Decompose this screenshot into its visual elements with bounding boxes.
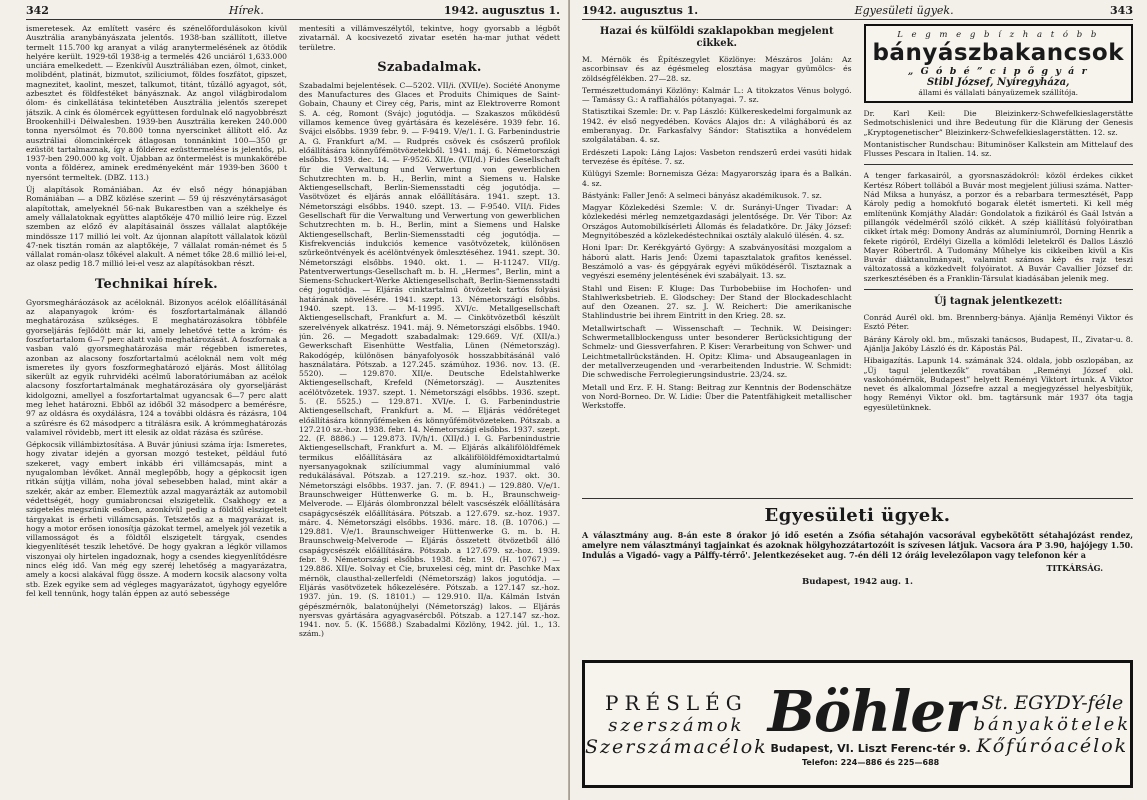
paragraph: Új alapítások Romániában. Az év első négy hónapjában Romániában — a DBZ közlése szerint — 59 új részvénytársaságot alapítottak, amelyeknél 56-nak Bukarestben van a székhelye és amely vállalatoknak együttes alaptőkéje 470 millió leire rúg. Ezzel szemben az előző év alapításainál összes vállalat alaptőkéje mindössze 117 millió lei volt. Az újonnan alapított vállalatok közül 47-nek tisztán román az alaptőkéje, 7 vállalat román-német és 5 vállalat román-olasz tőkével alakult. A német tőke 28.6 millió lei-el, az olasz pedig 18.7 millió lei-el vesz az alapításokban részt. xyxy=(26,185,287,269)
paragraph: Természettudományi Közlöny: Kalmár L.: A titokzatos Vénus bolygó. — Tamássy G.: A raffiahálós pótanyagai. 7. sz. xyxy=(582,85,852,105)
paragraph: Magyar Közlekedési Szemle: V. dr. Surányi-Unger Tivadar: A közlekedési mérleg nemzetgazdasági jelentősége. Dr. Vér Tibor: Az Országos Automobilkísérleti Állomás és feladatköre. Dr. Jáky József: Megnyitóbeszéd a közlekedéstechnikai osztály alakuló ülésén. 4. sz. xyxy=(582,203,852,241)
paragraph: M. Mérnök és Építészegylet Közlönye: Mészáros Jolán: Az ascorbinsav és az égésmeleg elosztása magyar gyümölcs- és zöldségfélékben. 27—28. sz. xyxy=(582,55,852,83)
left-running-head xyxy=(26,4,560,20)
paragraph: Conrád Aurél okl. bm. Brennberg-bánya. Ajánlja Reményi Viktor és Esztó Péter. xyxy=(863,313,1133,332)
paragraph: Dr. Karl Keil: Die Bleizinkerz-Schwefelkieslagerstätte Sedmotschislenici und ihre Bedeutung für die Klärung der Genesis „Kryptogenetischer” Bleizinkerz-Schwefelkieslagerstätten. 12. sz. xyxy=(863,109,1133,137)
ad-headline: bányászbakancsok xyxy=(872,40,1125,66)
paragraph: Honi Ipar: Dr. Kerékgyártó György: A szabványosítási mozgalom a háború alatt. Haris Jenő: Üzemi tapasztalatok grafitos kenéssel. Beszámoló a vas- és gépgyárak egyévi működéséről. Tisztaznak a vegyészi esemény jelentésének évi szabályait. 13. sz. xyxy=(582,243,852,281)
paragraph: Külügyi Szemle: Bornemisza Géza: Magyarország ipara és a Balkán. 4. sz. xyxy=(582,169,852,188)
paragraph: Hibaigazítás. Lapunk 14. számának 324. oldala, jobb oszlopában, az „Új tagul jelentkezők” rovatában „Reményi József okl. vaskohómérnök, Budapest” helyett Reményi Viktort írtunk. A Viktor nevet és alkalommal Józsefre azzal a megjegyzéssel helyesbítjük, hogy Reményi Viktor okl. bm. tagtársunk már 1937 óta tagja egyesületünknek. xyxy=(863,356,1133,412)
paragraph: ismeretesek. Az említett vasérc és szénelőfordulásokon kívül Ausztrália aranybányászata jelentős. 1938-ban szállított, illetve termelt 115.700 kg aranyat a világ aranytermelésének az ötödik helyére került. 1929-től 1938-ig a termelés 426 unciáról 1,633.000 unciára emelkedett. — Ezenkívül Ausztráliában ezen, ólmot, cinket, molibdént, platinát, bizmutot, sziliciumot, földes foszfátot, gipszet, magnezitet, kaolint, meszet, talkumot, titánt, tűzálló agyagot, sót, azbesztet és földfestéket bányásznak. Az angol világbirodalom ólom- és cinkellátása tekintetében Ausztrália jelentős szerepet játszik. A cink és ólomércek együttesen fordulnak elő nagyobbrészt Brookenhill-i Délwalesben. 1939-ben Ausztrália kereken 240.000 tonna nyersólmot és 70.800 tonna nyerscinket állított elő. Az ausztráliai ólomcinkércek átlagosan tonnánkint 100—350 gr ezüstöt tartalmaznak, így a földérez ezüsttermelése is jelentős, pl. 1937-ben 290.000 kg volt. Újabban az öntermelést is munkakörébe vonta a földérez, aminek eredményeként már 1939-ben 3600 t nyersónt termeltek. (DBZ. 113.) xyxy=(26,24,287,182)
section-heading-szaklapok: Hazai és külföldi szaklapokban megjelent cikkek. xyxy=(599,26,834,49)
ad-subline: állami és vállalati bányaüzemek szállítója. xyxy=(918,88,1079,97)
right-page-number: 343 xyxy=(1110,4,1133,17)
ad-tagline: L e g m e g b í z h a t ó b b xyxy=(897,30,1100,40)
paragraph: Bárány Károly okl. bm., műszaki tanácsos, Budapest, II., Zivatar-u. 8. Ajánlja Jakóby László és dr. Kápostás Pál. xyxy=(863,334,1133,353)
right-columns xyxy=(582,24,1133,492)
section-heading-uj-tagok: Új tagnak jelentkezett: xyxy=(934,296,1063,308)
divider xyxy=(582,498,1133,499)
paragraph: Montanistischer Rundschau: Bituminöser Kalkstein am Mittelauf des Flusses Pescara in Italien. 14. sz. xyxy=(863,139,1133,159)
bohler-advertisement xyxy=(582,660,1133,788)
association-notice xyxy=(582,530,1133,587)
left-page xyxy=(0,0,570,800)
ad-right-block xyxy=(974,692,1132,757)
paragraph: A tenger farkasairól, a gyorsnaszádokról: közöl érdekes cikket Kertész Róbert tollából a Buvár most megjelent júliusi száma. Natter-Nád Miksa a hunyász, a porzor és a rebarbara termesztését, Papp Károly pedig a homokfutó bogarak életét ismerteti. Ki kell még említenünk Komjáthy Aladár: Gondolatok a fizikáról és Gaál István a pillangók védelméről szóló cikkét. A szép kiállítású folyóiratban cikket írtak még: Domony András az alumíniumról, Dorning Henrik a fekete rigóról, Erdélyi Gizella a kömlődi leletekről és Dallos László Mayer Róbertről. A Tudomány Műhelye kis cikkeiben kivül a Kis Buvár diáktanulmányait, valamint számos kép és rajz teszi változatossá a közkedvelt folyóiratot. A Buvár Cavallier József dr. szerkesztésében és a Franklin-Társulat kiadásában jelenik meg. xyxy=(863,171,1133,283)
right-page xyxy=(570,0,1147,800)
ad-phone: Telefon: 224—886 és 225—688 xyxy=(802,757,940,767)
left-columns xyxy=(26,24,560,642)
ad-left-line: Szerszámacélok xyxy=(585,735,768,758)
left-column-2 xyxy=(299,24,560,642)
section-heading-technikai-hirek: Technikai hírek. xyxy=(95,276,218,292)
paragraph: Bástyánk: Faller Jenő: A selmeci bányász akadémikusok. 7. sz. xyxy=(582,190,822,200)
divider xyxy=(864,164,1134,165)
right-column-2 xyxy=(864,24,1134,492)
paragraph: Stahl und Eisen: F. Kluge: Das Turbobebiise im Hochofen- und Stahlwerksbetrieb. E. Glodschey: Der Stand der Blockadeschlacht auf den Ozeanen. 27. sz. J. W. Reichert: Die amerikanische Stahlindustrie bei ihrem Eintritt in den Krieg. 28. sz. xyxy=(582,283,852,321)
right-running-head xyxy=(582,4,1133,20)
left-column-1 xyxy=(26,24,287,642)
ad-right-line: bányakötelek xyxy=(973,713,1132,735)
right-running-date: 1942. augusztus 1. xyxy=(582,4,699,17)
ad-left-line: szerszámok xyxy=(608,714,745,736)
section-heading-egyesuleti-ugyek: Egyesületi ügyek. xyxy=(764,505,951,526)
ad-center-block xyxy=(767,678,974,767)
notice-signature: TITKÁRSÁG. xyxy=(1046,563,1103,573)
paragraph: Gyorsmegháráozások az acéloknál. Bizonyos acélok előállításánál az alapanyagok króm- és foszfortartalmának állandó meghatározása szükséges. E meghatározásokra többféle gyorseljárás fejlődött már ki, amely lehetővé tette a króm- és foszfortartalom 6—7 perc alatt való meghatározását. A foszfornak a vasban való gyorsmeghatározása már régebben ismeretes, azonban az alacsony foszfortartalmú acéloknál nem volt még ismeretes ily gyors foszformeghatározó eljárás. Most állítólag sikerült az egyik ruhrvidéki acélmű laboratóriumában az acélok alacsony foszfortartalmának meghatározására oly gyorseljárást kidolgozni, amellyel a foszfortartalmat ugyancsak 6—7 perc alatt meg lehet határozni. Ebből az időből 32 másodperc a bemérésre, 97 az oldásra és oxydálásra, 124 a további oldásra és rázásra, 104 a szűrésre és 62 másodperc a titrálásra esik. A krómmeghatározás valamivel rövidebb, mert itt elesik az oldat rázása és szűrése. xyxy=(26,297,287,437)
left-page-number: 342 xyxy=(26,4,49,17)
bakancs-advertisement xyxy=(864,24,1134,103)
paragraph: Gépkocsik villámbiztosítása. A Buvár júniusi száma írja: Ismeretes, hogy zivatar idején a gyorsan mozgó testeket, például futó szekeret, vagy embert inkább éri villámcsapás, mint a nyugalomban lévőket. Annál meglepőbb, hogy a gépkocsit igen ritkán sújtja villám, noha jóval sebesebben halad, mint akár a szekér, akár az ember. Elemeztük azzal magyarázták az automobil védettségét, hogy gumiabroncsai elszigetelik. Csakhogy ez a szigetelés megszűnik esőben, azonkívül pedig a földtől elszigetelt tárgyakat is érheti villámcsapás. Tetszetős az a magyarázat is, hogy a motor erősen ionosítja gázokat termel, amelyek jól vezetik a villamosságot és a földtől elszigetelt tárgyak, csendes kiegyenlítését teszik lehetővé. De hogy gyakran a légkör villamos viszonyai oly hirtelen ingadoznak, hogy a csendes kiegyenlítődésre nincs elég idő. Van még egy szeréj lehetőség a magyarázatra, amely a kocsi alakával függ össze. A modern kocsik alacsony volta stb. Ezek egyike sem ad végleges magyarázatot, úgyhogy egyelőre fel kell tennünk, hogy talán éppen az autó sebessége xyxy=(26,440,287,598)
ad-company: „ G ó b é ” c i p ő g y á r xyxy=(907,66,1089,77)
notice-text: A választmány aug. 8-án este 8 órakor jó idő esetén a Zsófia sétahajón vacsorával egybekötött sétahajózást rendez, amelyre nem választmányi tagjainkat és azoknak hölgyhozzátartozóit is szívesen látjuk. Vacsora ára P 3.90, hajójegy 1.50. Indulás a Vigadó- vagy a Pálffy-térrő'. Jelentkezéseket aug. 7-én déli 12 óráig levelezőlapon vagy telefonon kér a xyxy=(582,530,1133,560)
ad-right-line: Kőfúróacélok xyxy=(976,734,1129,757)
divider xyxy=(864,289,1134,290)
left-running-date: 1942. augusztus 1. xyxy=(443,4,560,17)
bohler-logo: Böhler xyxy=(767,678,974,745)
paragraph: Statisztikai Szemle: Dr. v. Pap László: Külkereskedelmi forgalmunk az 1942. év első negyedében. Kovács Alajos dr.: A világháború és az emberanyag. Dr. Farkasfalvy Sándor: Statisztika a honvédelem szolgálatában. 4. sz. xyxy=(582,107,852,145)
right-column-1 xyxy=(582,24,852,492)
ad-left-line: PRÉSLÉG xyxy=(605,690,748,715)
section-heading-szabadalmak: Szabadalmak. xyxy=(377,59,482,75)
paragraph: Metall und Erz. F. H. Stang: Beitrag zur Kenntnis der Bodenschätze von Nord-Borneo. Dr. W. Lidie: Über die Patentfähigkeit metallischer Werkstoffe. xyxy=(582,382,852,411)
ad-left-block xyxy=(585,691,768,758)
paragraph: mentesíti a villámveszélytől, tekintve, hogy gyorsabb a légbőt zivatarnál. A kocsivezető zivatar esetén ha-mar juthat védett területre. xyxy=(299,24,560,52)
notice-date: Budapest, 1942 aug. 1. xyxy=(801,577,914,587)
paragraph: Erdészeti Lapok: Láng Lajos: Vasbeton rendszerű erdei vasúti hidak tervezése és építése. 7. sz. xyxy=(582,147,852,166)
right-running-title: Egyesületi ügyek. xyxy=(854,4,954,17)
ad-owner: Stibl József, Nyíregyháza, xyxy=(926,77,1070,88)
ad-address: Budapest, VI. Liszt Ferenc-tér 9. xyxy=(770,741,971,755)
left-running-title: Hírek. xyxy=(228,4,264,17)
paragraph: Szabadalmi bejelentések. C—5202. VII/i. (XVII/e). Société Anonyme des Manufactures des Glaces et Produits Chimiques de Saint-Gobain, Chauny et Cirey cég, Paris, mint az Elektroverre Romont S. A. cég, Romont (Svájc) jogutódja. — Szakaszos működésű villamos kemence üveg gyártására és kezelésére. 1939 febr. 16. Svájci elsőbbs. 1939 febr. 9. — F-9419. V/e/1. I. G. Farbenindustrie A. G. Frankfurt a/M. — Rudprés csövek és csőszerű profilok előállítására könnyűfémötvözetekből. 1941. máj. 6. Németországi elsőbbs. 1939. dec. 14. — F-9526. XII/e. (VII/d.) Fides Gesellschaft für die Verwaltung und Verwertung von gewerblichen Schutzrechten m. b. H., Berlin, mint a Siemens u. Halske Aktiengesellschaft, Berlin-Siemensstadti cég jogutódja. — Vasötvözet és eljárás annak előállítására. 1941. szept. 13. Németországi elsőbbs. 1940. szept. 13. — F-9540. VII/i. Fides Gesellschaft für die Verwaltung und Verwertung von gewerblichen Schutzrechten m. b. H., Berlin, mint a Siemens und Halske Aktiengesellschaft, Berlin-Siemensstadti cég jogutódja. — Kisfrekvenciás indukciós kemence vasötvözetek, különösen szürkeöntvények és acélöntvények ömlesztéséhez. 1941. szept. 30. Németországi elsőbbs. 1940. okt. 1. — H-11247. VII/g. Patentverwertungs-Gesellschaft m. b. H. „Hermes”, Berlin, mint a Siemens-Schuckert-Werke Aktiengesellschaft, Berlin-Siemensstadti cég jogutódja. — Eljárás cinktartalmú ötvözetek tartós folyási határának növelésére. 1941. szept. 13. Németországi elsőbbs. 1940. szept. 13. — M-11995. XVI/c. Metallgesellschaft Aktiengesellschaft, Frankfurt a. M. — Cinkötvözetből készült szerelvények alkatrész. 1941. máj. 9. Németországi elsőbbs. 1940. jún. 26. — Megadott szabadalmak: 129.669. V/f. (XII/a.) Gewerkschaft Eisenhütte Westfalia, Lünen (Németország). Rakodógép, különösen bányafolyosók hosszabbításánál való használatára. Pótszab. a 127.245. számúhoz. 1936. nov. 13. (E. 5520). — 129.870. XII/e. Deutsche Edelstahlwerke Aktiengesellschaft, Krefeld (Németország). — Ausztenites acélötvözetek. 1937. szept. 1. Németországi elsőbbs. 1936. szept. 5. (E. 5525.) — 129.871. XVI/e. I. G. Farbenindustrie Aktiengesellschaft, Frankfurt a. M. — Eljárás védőréteget előállítására könnyűfémeken és könnyűfémötvözeteken. Pótszab. a 127.210 sz.-hoz. 1938. febr. 14. Németországi elsőbbs. 1937. szept. 22. (F. 8886.) — 129.873. IV/h/1. (XII/d.) I. G. Farbenindustrie Aktiengesellschaft, Frankfurt a. M. — Eljárás alkálifölöldfémek termikus előállítására az alkálifölöldfémoxidtartalmú nyersanyagoknak szilíciummal vagy alumíniummal való redukálásával. Pótszab. a 127.219. sz.-hoz. 1937. okt. 30. Németországi elsőbbs. 1937. jan. 7. (F. 8941.) — 129.880. V/e/1. Braunschweiger Hüttenwerke G. m. b. H., Braunschweig-Melverode. — Eljárás ólombronzzal bélelt vascsészék előállítására csapágycsészék előállítására. Pótszab. a 127.679. sz.-hoz. 1937. márc. 4. Németországi elsőbbs. 1936. márc. 18. (B. 10706.) — 129.881. V/e/1. Braunschweiger Hüttenwerke G. m. b. H. Braunschweig-Melverode — Eljárás összetett ötvözetből álló csapágycsészék előállítására. Pótszab. a 127.679. sz.-hoz. 1939. febr. 9. Németországi elsőbbs. 1938. febr. 19. (H. 10767.) — 129.886. XII/e. Solvay et Cie, bruxelesi cég, mint dr. Paschke Max mérnök, clausthal-zellerfeldi (Németország) lakos jogutódja. — Eljárás vasötvözetek hőkezelésére. Pótszab. a 127.147 sz.-hoz. 1937. jún. 19. (S. 18101.) — 129.910. II/a. Kálmán István gépészmérnök, balatonújhelyi (Németország) lakos. — Eljárás nyersvas gyártására agyagvasércből. Pótszab. a 127.147 sz.-hoz. 1941. nov. 5. (K. 15688.) Szabadalmi Közlöny, 1942. júl. 1., 13. szám.) xyxy=(299,80,560,639)
ad-right-line: St. EGYDY-féle xyxy=(981,691,1124,714)
paragraph: Metallwirtschaft — Wissenschaft — Technik. W. Deisinger: Schwermetallblockenguss unter besonderer Berücksichtigung der Schmelz- und Giessverfahren. P. Kiser: Verarbeitung von Schwer- und Leichtmetallrückständen. H. Opitz: Klima- und Absaugeanlagen in der metallverzeugenden und -verarbeitenden Industrie. W. Schmidt: Die schwedische Ferrolegierungsindustrie. 23/24. sz. xyxy=(582,323,852,380)
